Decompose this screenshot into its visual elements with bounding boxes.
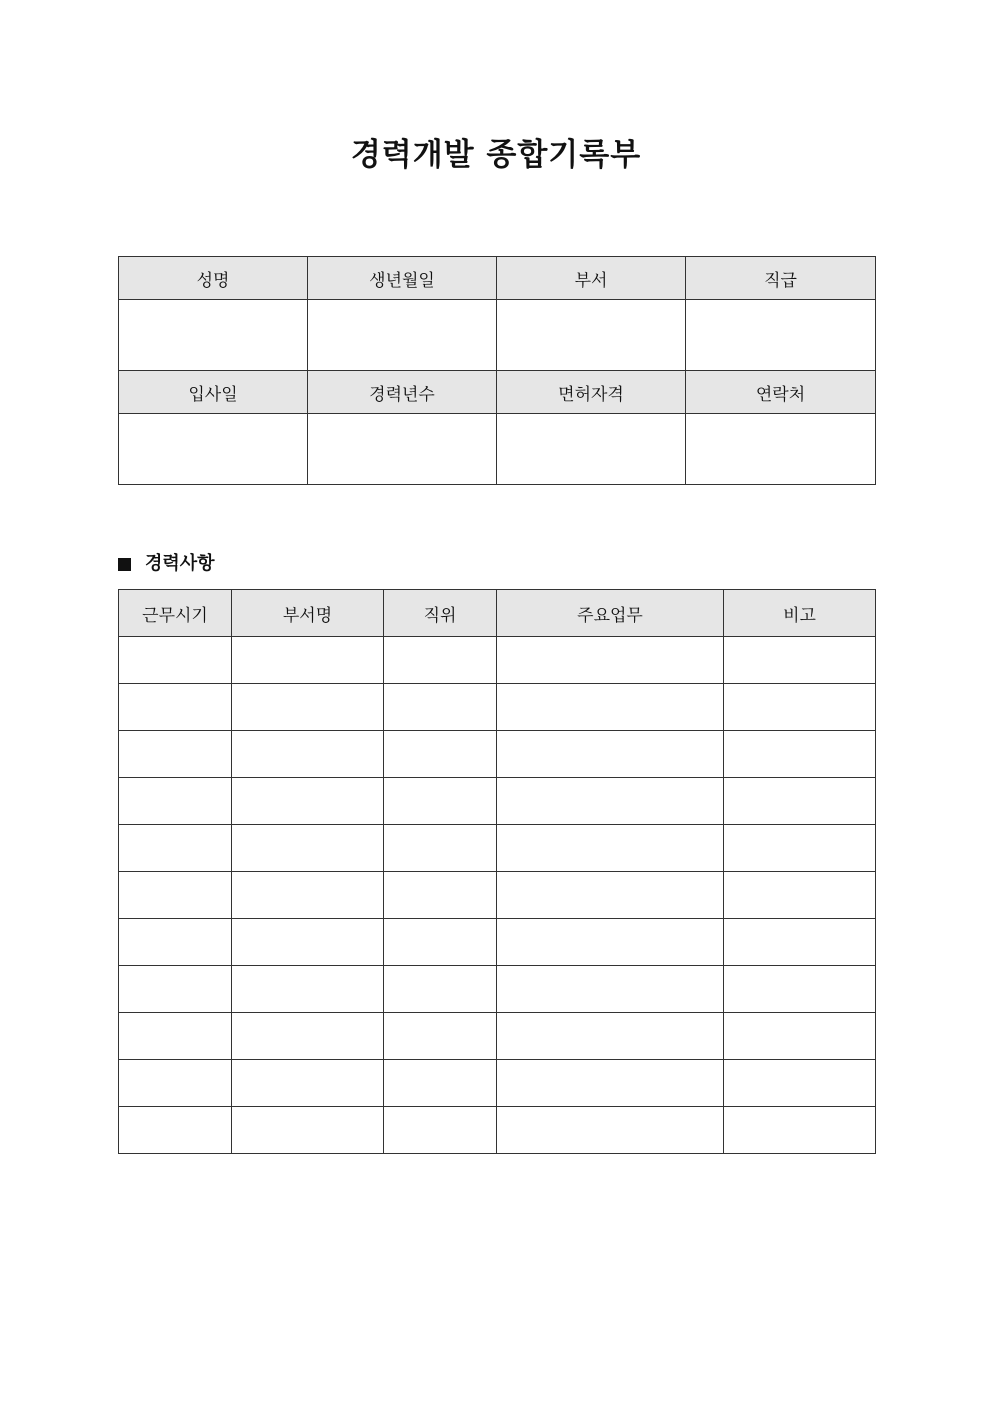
info-value-row — [119, 414, 876, 485]
remarks-cell[interactable] — [724, 731, 876, 778]
department-name-cell[interactable] — [232, 825, 384, 872]
info-value-row — [119, 300, 876, 371]
main-duties-cell[interactable] — [497, 966, 724, 1013]
position-header: 직위 — [384, 590, 497, 637]
position-cell[interactable] — [384, 1107, 497, 1154]
department-name-cell[interactable] — [232, 731, 384, 778]
work-period-cell[interactable] — [119, 1013, 232, 1060]
name-header: 성명 — [119, 257, 308, 300]
career-section-title: 경력사항 — [145, 553, 215, 574]
main-duties-cell[interactable] — [497, 1013, 724, 1060]
position-cell[interactable] — [384, 684, 497, 731]
position-cell[interactable] — [384, 872, 497, 919]
license-header: 면허자격 — [497, 371, 686, 414]
department-name-cell[interactable] — [232, 1013, 384, 1060]
license-field[interactable] — [497, 414, 686, 485]
main-duties-cell[interactable] — [497, 825, 724, 872]
remarks-cell[interactable] — [724, 778, 876, 825]
work-period-cell[interactable] — [119, 637, 232, 684]
department-header: 부서 — [497, 257, 686, 300]
main-duties-cell[interactable] — [497, 1107, 724, 1154]
years-of-experience-header: 경력년수 — [308, 371, 497, 414]
name-field[interactable] — [119, 300, 308, 371]
hire-date-header: 입사일 — [119, 371, 308, 414]
table-row — [119, 731, 876, 778]
work-period-header: 근무시기 — [119, 590, 232, 637]
position-cell[interactable] — [384, 966, 497, 1013]
rank-field[interactable] — [686, 300, 876, 371]
remarks-cell[interactable] — [724, 684, 876, 731]
table-row — [119, 778, 876, 825]
main-duties-cell[interactable] — [497, 919, 724, 966]
table-row — [119, 1013, 876, 1060]
document-title: 경력개발 종합기록부 — [350, 137, 642, 173]
work-period-cell[interactable] — [119, 919, 232, 966]
department-name-cell[interactable] — [232, 966, 384, 1013]
table-row — [119, 966, 876, 1013]
main-duties-cell[interactable] — [497, 872, 724, 919]
main-duties-cell[interactable] — [497, 731, 724, 778]
table-row — [119, 637, 876, 684]
work-period-cell[interactable] — [119, 684, 232, 731]
position-cell[interactable] — [384, 825, 497, 872]
department-name-header: 부서명 — [232, 590, 384, 637]
career-history-table — [118, 589, 876, 1154]
info-header-row — [119, 257, 876, 300]
work-period-cell[interactable] — [119, 778, 232, 825]
table-row — [119, 1060, 876, 1107]
table-row — [119, 872, 876, 919]
black-square-icon — [118, 558, 131, 571]
position-cell[interactable] — [384, 919, 497, 966]
position-cell[interactable] — [384, 1013, 497, 1060]
work-period-cell[interactable] — [119, 966, 232, 1013]
main-duties-cell[interactable] — [497, 684, 724, 731]
remarks-cell[interactable] — [724, 1107, 876, 1154]
position-cell[interactable] — [384, 731, 497, 778]
main-duties-cell[interactable] — [497, 1060, 724, 1107]
remarks-cell[interactable] — [724, 1013, 876, 1060]
work-period-cell[interactable] — [119, 1060, 232, 1107]
contact-field[interactable] — [686, 414, 876, 485]
table-row — [119, 1107, 876, 1154]
info-header-row — [119, 371, 876, 414]
department-name-cell[interactable] — [232, 778, 384, 825]
department-name-cell[interactable] — [232, 1107, 384, 1154]
work-period-cell[interactable] — [119, 825, 232, 872]
main-duties-cell[interactable] — [497, 778, 724, 825]
remarks-cell[interactable] — [724, 919, 876, 966]
birthdate-field[interactable] — [308, 300, 497, 371]
years-of-experience-field[interactable] — [308, 414, 497, 485]
main-duties-cell[interactable] — [497, 637, 724, 684]
position-cell[interactable] — [384, 1060, 497, 1107]
department-name-cell[interactable] — [232, 872, 384, 919]
table-row — [119, 825, 876, 872]
personal-info-table — [118, 256, 876, 485]
remarks-cell[interactable] — [724, 637, 876, 684]
hire-date-field[interactable] — [119, 414, 308, 485]
department-name-cell[interactable] — [232, 684, 384, 731]
department-name-cell[interactable] — [232, 1060, 384, 1107]
contact-header: 연락처 — [686, 371, 876, 414]
career-header-row — [119, 590, 876, 637]
work-period-cell[interactable] — [119, 731, 232, 778]
position-cell[interactable] — [384, 637, 497, 684]
remarks-cell[interactable] — [724, 1060, 876, 1107]
remarks-cell[interactable] — [724, 872, 876, 919]
career-section-heading — [118, 551, 215, 577]
table-row — [119, 919, 876, 966]
table-row — [119, 684, 876, 731]
department-field[interactable] — [497, 300, 686, 371]
birthdate-header: 생년월일 — [308, 257, 497, 300]
position-cell[interactable] — [384, 778, 497, 825]
career-table-body — [119, 637, 876, 1154]
remarks-cell[interactable] — [724, 825, 876, 872]
department-name-cell[interactable] — [232, 637, 384, 684]
rank-header: 직급 — [686, 257, 876, 300]
department-name-cell[interactable] — [232, 919, 384, 966]
remarks-header: 비고 — [724, 590, 876, 637]
main-duties-header: 주요업무 — [497, 590, 724, 637]
remarks-cell[interactable] — [724, 966, 876, 1013]
work-period-cell[interactable] — [119, 1107, 232, 1154]
work-period-cell[interactable] — [119, 872, 232, 919]
